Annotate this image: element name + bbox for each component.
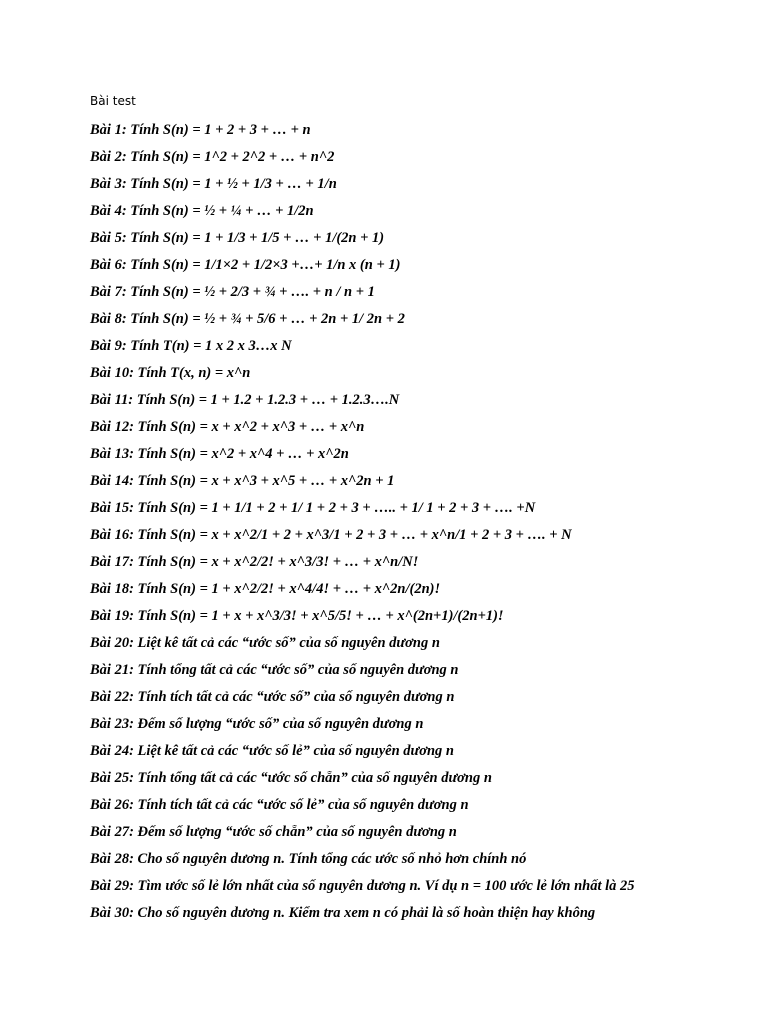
exercise-item: Bài 2: Tính S(n) = 1^2 + 2^2 + … + n^2 (90, 149, 335, 165)
exercise-item: Bài 22: Tính tích tất cả các “ước số” của số nguyên dương n (90, 689, 455, 705)
exercise-list (90, 117, 635, 927)
exercise-item: Bài 7: Tính S(n) = ½ + 2/3 + ¾ + …. + n / n + 1 (90, 284, 375, 300)
exercise-item: Bài 20: Liệt kê tất cả các “ước số” của số nguyên dương n (90, 635, 440, 651)
exercise-item: Bài 8: Tính S(n) = ½ + ¾ + 5/6 + … + 2n + 1/ 2n + 2 (90, 311, 405, 327)
exercise-item: Bài 1: Tính S(n) = 1 + 2 + 3 + … + n (90, 122, 311, 138)
exercise-item: Bài 15: Tính S(n) = 1 + 1/1 + 2 + 1/ 1 + 2 + 3 + ….. + 1/ 1 + 2 + 3 + …. +N (90, 500, 536, 516)
exercise-item: Bài 23: Đếm số lượng “ước số” của số nguyên dương n (90, 716, 424, 732)
exercise-item: Bài 6: Tính S(n) = 1/1×2 + 1/2×3 +…+ 1/n x (n + 1) (90, 257, 401, 273)
exercise-item: Bài 13: Tính S(n) = x^2 + x^4 + … + x^2n (90, 446, 349, 462)
exercise-item: Bài 9: Tính T(n) = 1 x 2 x 3…x N (90, 338, 292, 354)
exercise-item: Bài 17: Tính S(n) = x + x^2/2! + x^3/3! + … + x^n/N! (90, 554, 419, 570)
exercise-item: Bài 3: Tính S(n) = 1 + ½ + 1/3 + … + 1/n (90, 176, 337, 192)
exercise-item: Bài 11: Tính S(n) = 1 + 1.2 + 1.2.3 + … + 1.2.3….N (90, 392, 400, 408)
exercise-item: Bài 14: Tính S(n) = x + x^3 + x^5 + … + x^2n + 1 (90, 473, 395, 489)
exercise-item: Bài 16: Tính S(n) = x + x^2/1 + 2 + x^3/1 + 2 + 3 + … + x^n/1 + 2 + 3 + …. + N (90, 527, 572, 543)
exercise-item: Bài 30: Cho số nguyên dương n. Kiểm tra xem n có phải là số hoàn thiện hay không (90, 905, 596, 921)
exercise-item: Bài 25: Tính tổng tất cả các “ước số chẵn” của số nguyên dương n (90, 770, 492, 786)
exercise-item: Bài 24: Liệt kê tất cả các “ước số lẻ” của số nguyên dương n (90, 743, 454, 759)
exercise-item: Bài 27: Đếm số lượng “ước số chẵn” của số nguyên dương n (90, 824, 457, 840)
exercise-item: Bài 29: Tìm ước số lẻ lớn nhất của số nguyên dương n. Ví dụ n = 100 ước lẻ lớn nhất là 25 (90, 878, 635, 894)
exercise-item: Bài 19: Tính S(n) = 1 + x + x^3/3! + x^5/5! + … + x^(2n+1)/(2n+1)! (90, 608, 504, 624)
exercise-item: Bài 4: Tính S(n) = ½ + ¼ + … + 1/2n (90, 203, 314, 219)
exercise-item: Bài 10: Tính T(x, n) = x^n (90, 365, 251, 381)
exercise-item: Bài 5: Tính S(n) = 1 + 1/3 + 1/5 + … + 1/(2n + 1) (90, 230, 385, 246)
exercise-item: Bài 21: Tính tổng tất cả các “ước số” của số nguyên dương n (90, 662, 459, 678)
document-heading: Bài test (90, 94, 136, 108)
exercise-item: Bài 26: Tính tích tất cả các “ước số lẻ” của số nguyên dương n (90, 797, 469, 813)
exercise-item: Bài 12: Tính S(n) = x + x^2 + x^3 + … + x^n (90, 419, 365, 435)
exercise-item: Bài 28: Cho số nguyên dương n. Tính tổng các ước số nhỏ hơn chính nó (90, 851, 527, 867)
exercise-item: Bài 18: Tính S(n) = 1 + x^2/2! + x^4/4! + … + x^2n/(2n)! (90, 581, 441, 597)
